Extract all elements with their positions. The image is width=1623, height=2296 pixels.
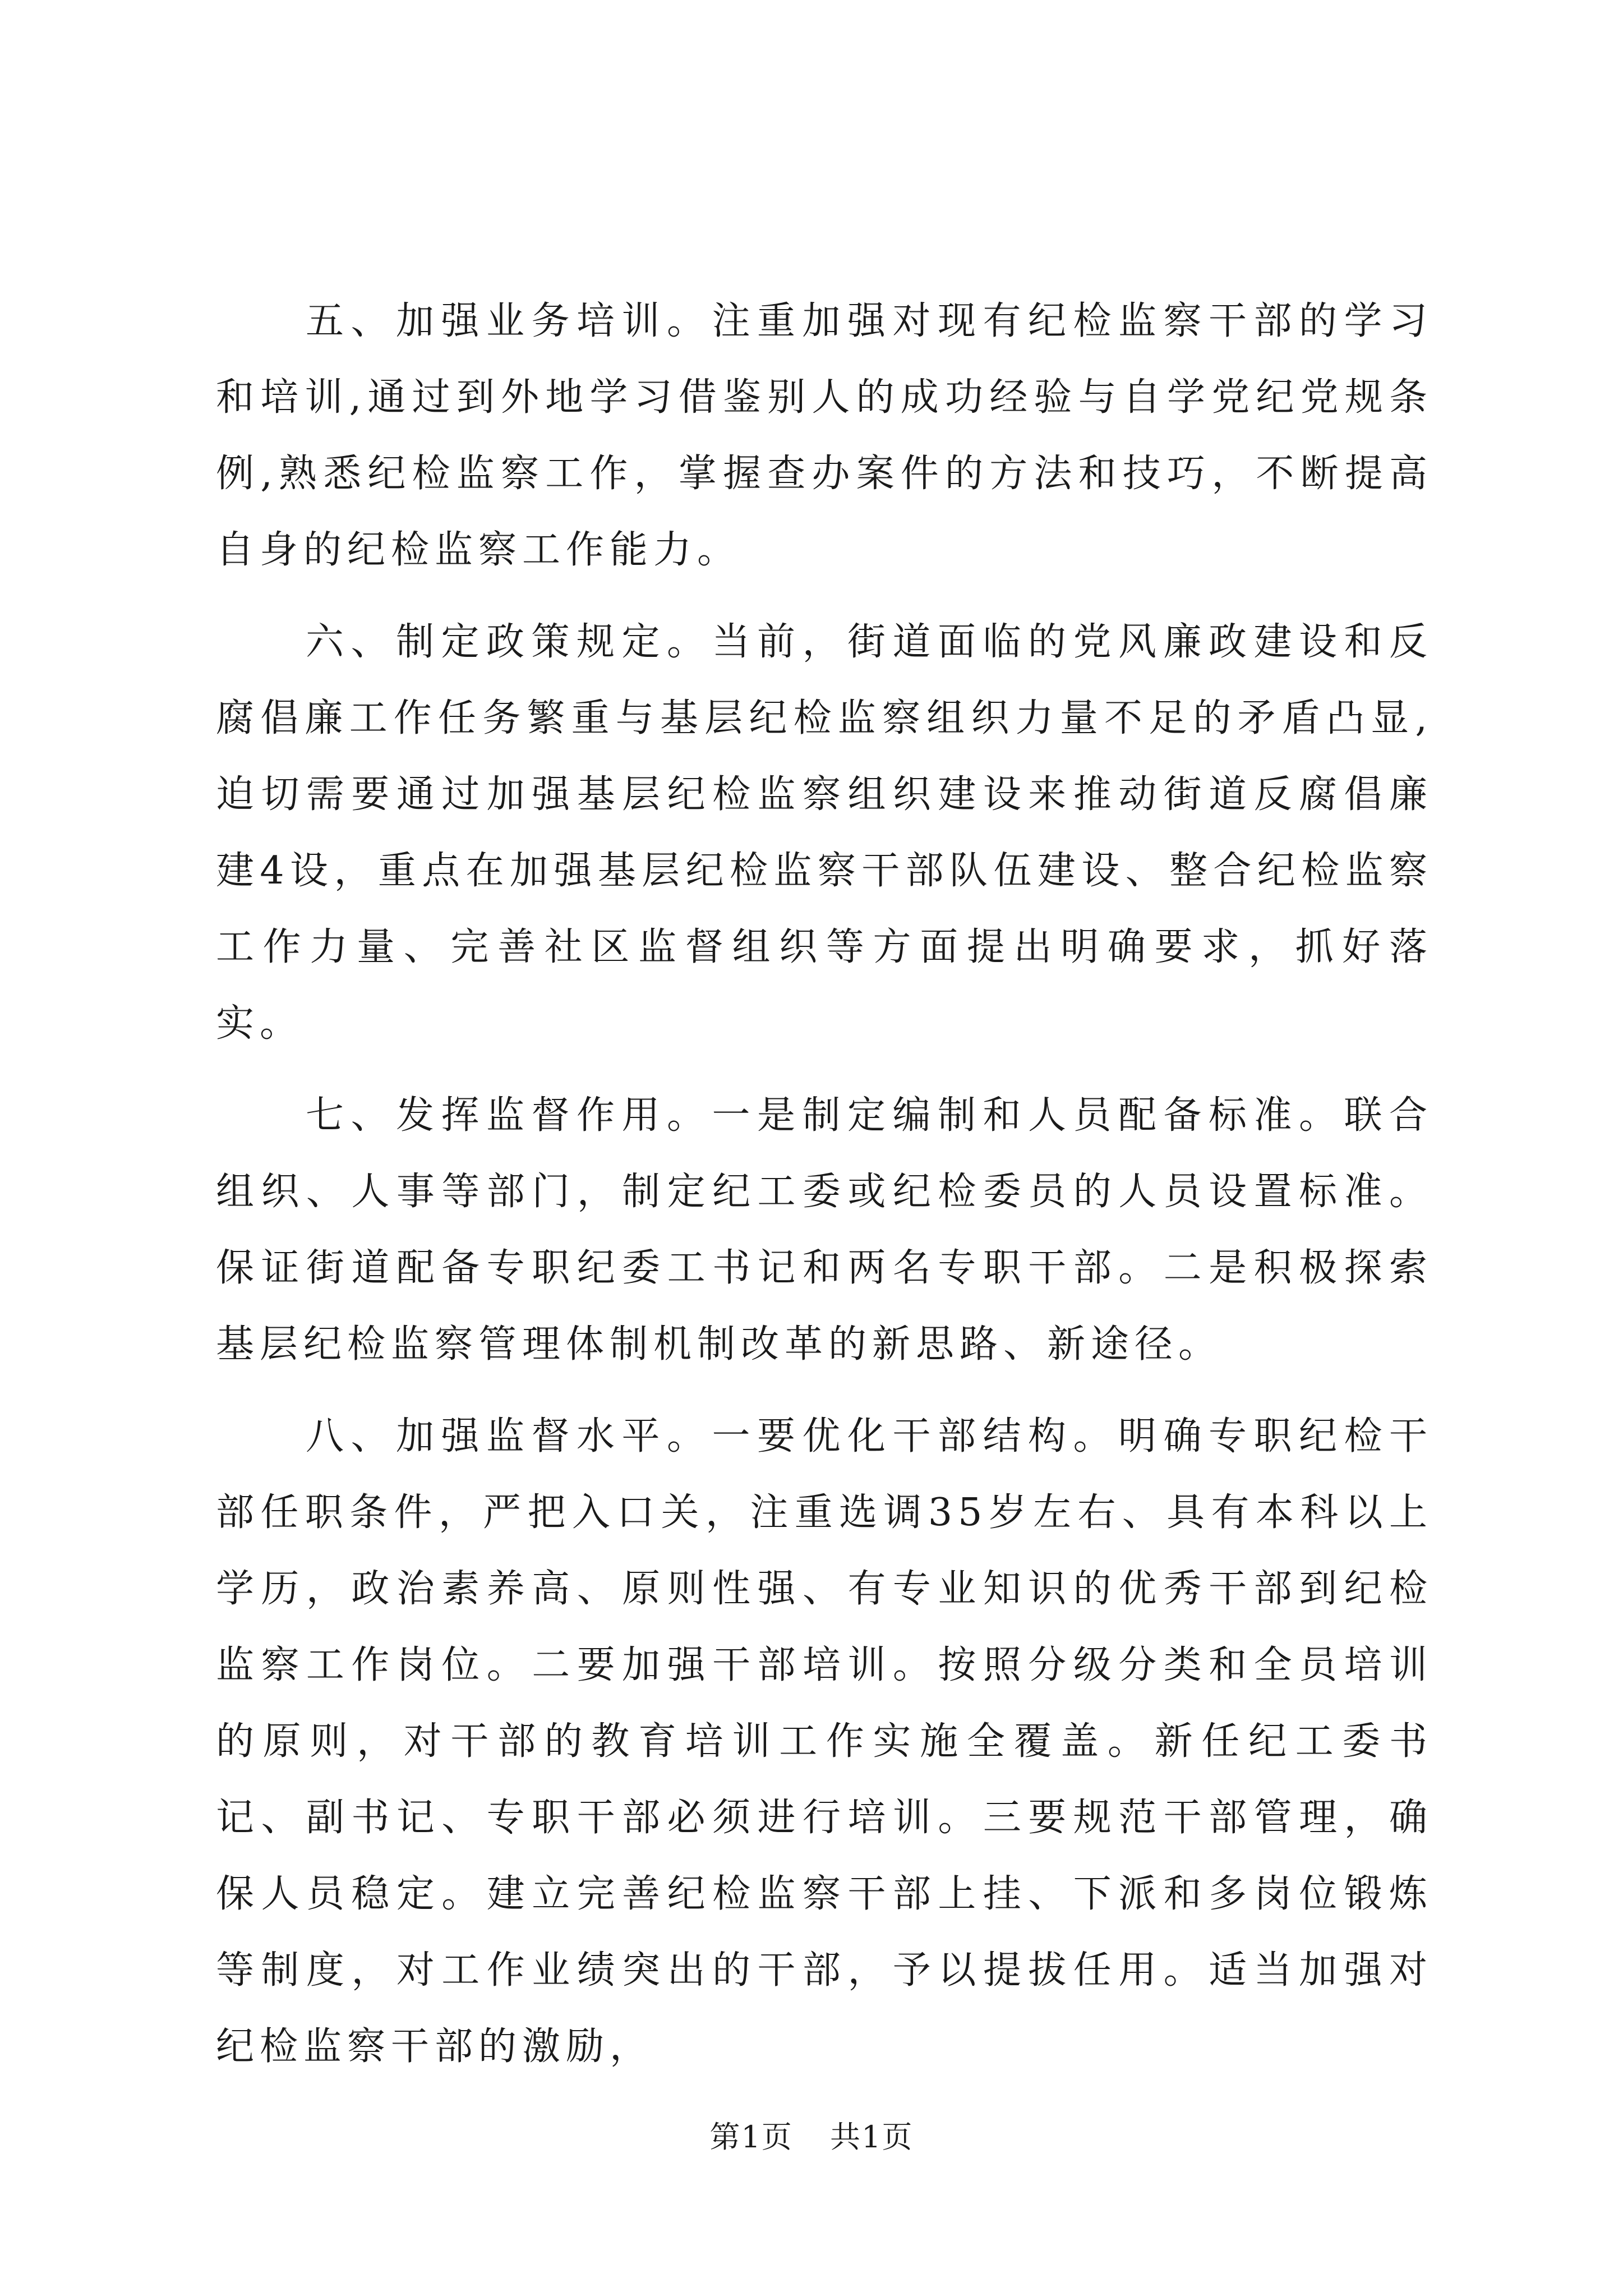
page-number: 第1页	[709, 2119, 793, 2155]
page-total: 共1页	[830, 2119, 914, 2155]
paragraph-training: 五、加强业务培训。注重加强对现有纪检监察干部的学习和培训,通过到外地学习借鉴别人的成功经验与自学党纪党规条例,熟悉纪检监察工作，掌握查办案件的方法和技巧，不断提高自身的纪检监察工作能力。	[216, 299, 1433, 572]
paragraph-policy: 六、制定政策规定。当前，街道面临的党风廉政建设和反腐倡廉工作任务繁重与基层纪检监察组织力量不足的矛盾凸显,迫切需要通过加强基层纪检监察组织建设来推动街道反腐倡廉建4设，重点在加强基层纪检监察干部队伍建设、整合纪检监察工作力量、完善社区监督组织等方面提出明确要求，抓好落实。	[216, 620, 1433, 1046]
paragraph-supervision-level: 八、加强监督水平。一要优化干部结构。明确专职纪检干部任职条件，严把入口关，注重选调35岁左右、具有本科以上学历，政治素养高、原则性强、有专业知识的优秀干部到纪检监察工作岗位。二要加强干部培训。按照分级分类和全员培训的原则，对干部的教育培训工作实施全覆盖。新任纪工委书记、副书记、专职干部必须进行培训。三要规范干部管理，确保人员稳定。建立完善纪检监察干部上挂、下派和多岗位锻炼等制度，对工作业绩突出的干部，予以提拔任用。适当加强对纪检监察干部的激励，	[216, 1414, 1433, 2069]
paragraph-supervision-role: 七、发挥监督作用。一是制定编制和人员配备标准。联合组织、人事等部门，制定纪工委或纪检委员的人员设置标准。保证街道配备专职纪委工书记和两名专职干部。二是积极探索基层纪检监察管理体制机制改革的新思路、新途径。	[216, 1093, 1433, 1366]
document-body	[216, 283, 1433, 2101]
page-footer	[0, 2115, 1623, 2160]
